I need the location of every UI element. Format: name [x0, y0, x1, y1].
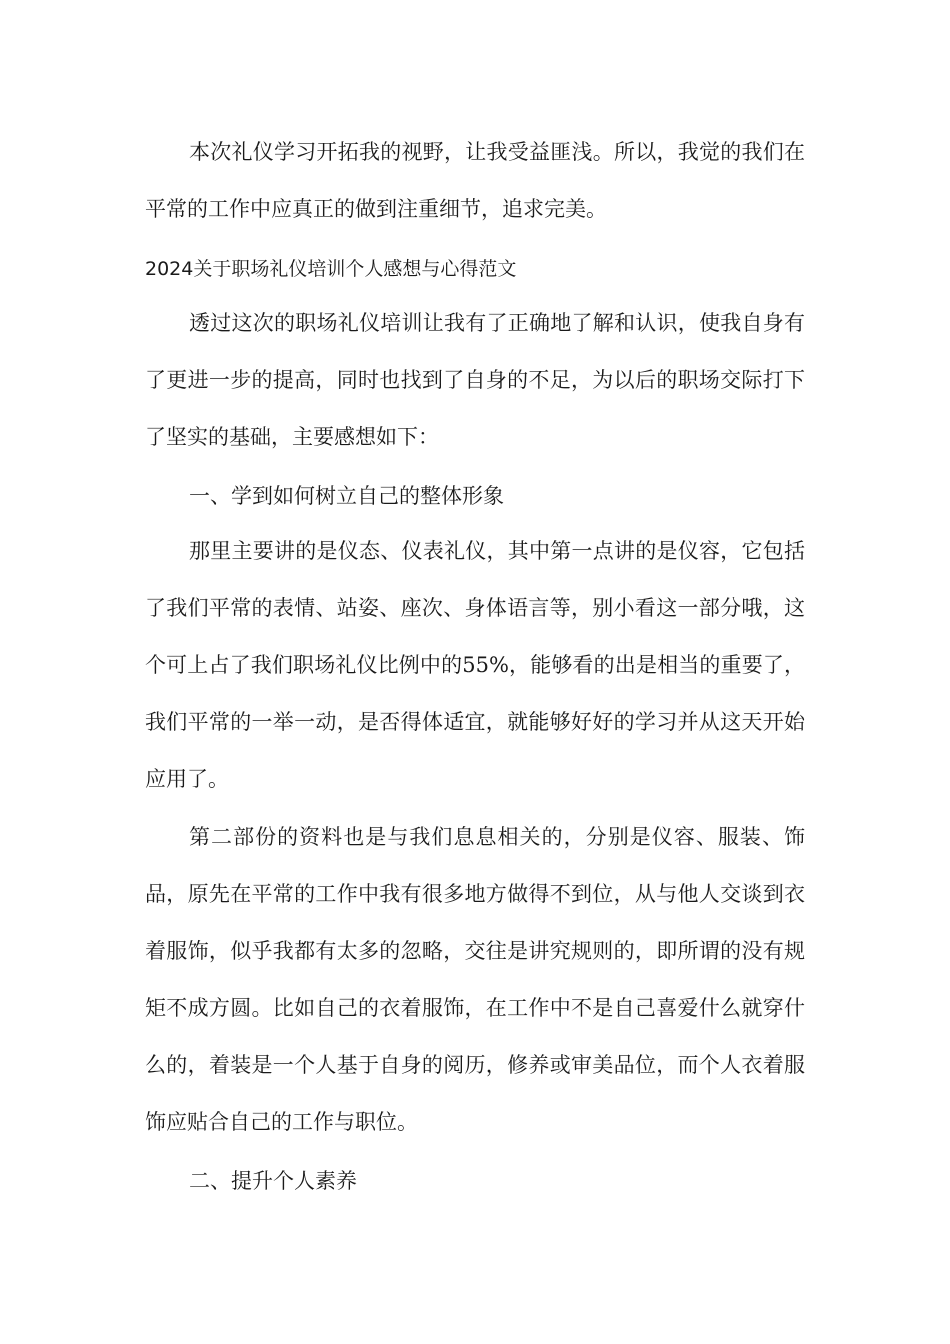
section-2-heading: 二、提升个人素养 — [189, 1169, 357, 1193]
paragraph-2: 透过这次的职场礼仪培训让我有了正确地了解和认识，使我自身有了更进一步的提高，同时也找到了自身的不足，为以后的职场交际打下了坚实的基础，主要感想如下： — [145, 311, 805, 449]
paragraph-1: 本次礼仪学习开拓我的视野，让我受益匪浅。所以，我觉的我们在平常的工作中应真正的做到注重细节，追求完美。 — [145, 140, 805, 221]
document-title: 2024关于职场礼仪培训个人感想与心得范文 — [145, 258, 517, 280]
paragraph-4: 第二部份的资料也是与我们息息相关的，分别是仪容、服装、饰品，原先在平常的工作中我有很多地方做得不到位，从与他人交谈到衣着服饰，似乎我都有太多的忽略，交往是讲究规则的，即所谓的没有规矩不成方圆。比如自己的衣着服饰，在工作中不是自己喜爱什么就穿什么的，着装是一个人基于自身的阅历，修养或审美品位，而个人衣着服饰应贴合自己的工作与职位。 — [145, 825, 805, 1134]
section-1-heading: 一、学到如何树立自己的整体形象 — [189, 484, 504, 508]
paragraph-3: 那里主要讲的是仪态、仪表礼仪，其中第一点讲的是仪容，它包括了我们平常的表情、站姿、座次、身体语言等，别小看这一部分哦，这个可上占了我们职场礼仪比例中的55%，能够看的出是相当的重要了，我们平常的一举一动，是否得体适宜，就能够好好的学习并从这天开始应用了。 — [145, 539, 805, 791]
